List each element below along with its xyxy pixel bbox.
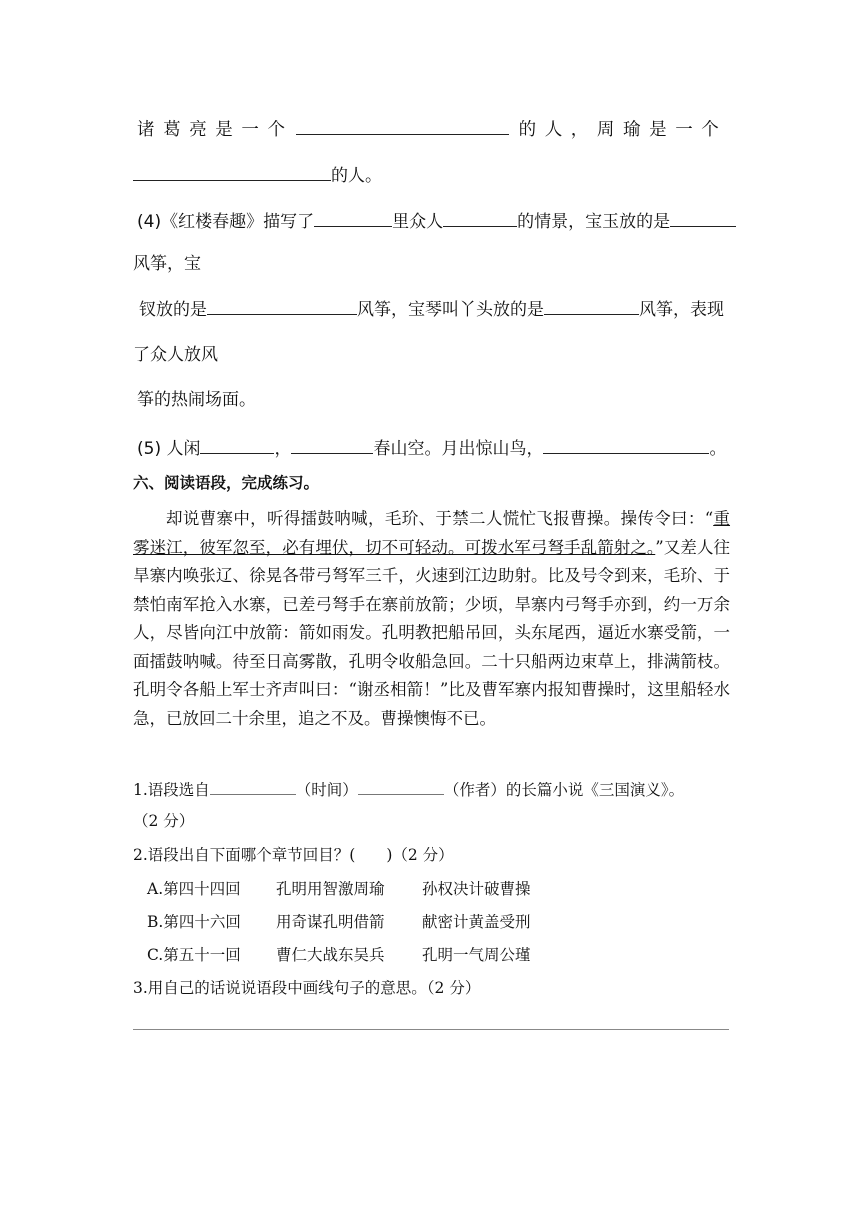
- answer-blank[interactable]: [133, 163, 331, 181]
- option-title-1: 用奇谋孔明借箭: [276, 913, 385, 931]
- answer-blank[interactable]: [314, 209, 392, 227]
- question-4-line-1: [137, 209, 736, 233]
- text-segment: ，: [274, 439, 292, 459]
- question-4-line-4: [133, 344, 218, 366]
- question-4-line-5: [137, 389, 256, 411]
- answer-blank[interactable]: [296, 117, 509, 135]
- passage-text: ”又差人往旱寨内唤张辽、徐晃各带弓弩军三千，火速到江边助射。比及号令到来，毛玠、于禁怕南军抢入水寨，已差弓弩手在寨前放箭；少顷，旱寨内弓弩手亦到，约一万余人，尽皆向江中放箭：箭如雨发。孔明教把船吊回，头东尾西，逼近水寨受箭，一面擂鼓呐喊。待至日高雾散，孔明令收船急回。二十只船两边束草上，排满箭枝。孔明令各船上军士齐声叫曰：“谢丞相箭！”比及曹军寨内报知曹操时，这里船轻水急，已放回二十余里，追之不及。曹操懊悔不已。: [133, 537, 730, 728]
- text-segment: 里众人: [392, 212, 444, 232]
- text-segment: 筝的热闹场面。: [137, 390, 256, 410]
- fill-in-line-zhuge-zhouyu: [137, 117, 727, 141]
- option-label: C.第五十一回: [147, 946, 241, 964]
- question-5-line: [137, 436, 726, 460]
- option-title-2: 孙权决计破曹操: [422, 880, 531, 898]
- text-segment: (4)《红楼春趣》描写了: [137, 212, 315, 232]
- question-4-line-3: [139, 297, 724, 321]
- text-segment: 。: [709, 439, 727, 459]
- answer-blank[interactable]: [670, 209, 736, 227]
- text-segment: 1.语段选自: [133, 781, 210, 799]
- option-title-2: 孔明一气周公瑾: [422, 946, 531, 964]
- question-4-line-2: [133, 253, 201, 275]
- text-segment: （时间）: [295, 781, 358, 799]
- answer-blank[interactable]: [543, 436, 709, 454]
- reading-passage: [133, 505, 730, 733]
- answer-blank[interactable]: [358, 777, 444, 795]
- option-a[interactable]: [147, 878, 531, 900]
- text-segment: （作者）的长篇小说《三国演义》。: [443, 781, 685, 799]
- text-segment: 了众人放风: [133, 345, 218, 365]
- answer-blank[interactable]: [443, 209, 517, 227]
- text-segment: 诸葛亮是一个: [137, 120, 294, 140]
- option-label: B.第四十六回: [147, 913, 241, 931]
- text-segment: 钗放的是: [139, 300, 207, 320]
- option-title-2: 献密计黄盖受刑: [422, 913, 531, 931]
- answer-blank[interactable]: [291, 436, 373, 454]
- answer-blank[interactable]: [200, 436, 274, 454]
- text-segment: 风筝，表现: [639, 300, 724, 320]
- option-title-1: 孔明用智激周瑜: [276, 880, 385, 898]
- reading-question-2: 2.语段出自下面哪个章节回目？( )（2 分）: [133, 846, 454, 864]
- text-segment: 的人，周瑜是一个: [518, 120, 728, 140]
- reading-question-1-score: （2 分）: [133, 812, 195, 830]
- option-label: A.第四十四回: [147, 880, 241, 898]
- answer-line[interactable]: [133, 1029, 729, 1030]
- text-segment: 风筝，宝琴叫丫头放的是: [357, 300, 544, 320]
- answer-blank[interactable]: [207, 297, 357, 315]
- reading-question-1: [133, 777, 684, 801]
- fill-in-line-zhouyu-end: [133, 163, 382, 187]
- passage-text: 却说曹寨中，听得擂鼓呐喊，毛玠、于禁二人慌忙飞报曹操。操传令曰：“: [166, 509, 714, 528]
- text-segment: 的情景，宝玉放的是: [517, 212, 671, 232]
- text-segment: (5) 人闲: [137, 439, 201, 459]
- option-b[interactable]: [147, 911, 531, 933]
- text-segment: 风筝，宝: [133, 254, 201, 274]
- text-segment: 春山空。月出惊山鸟，: [373, 439, 544, 459]
- option-title-1: 曹仁大战东吴兵: [276, 946, 385, 964]
- text-segment: 的人。: [331, 166, 382, 186]
- underlined-sentence: 重雾迷江，彼军忽至，必有埋伏，切不可轻动。可拨水军弓弩手乱箭射之。: [133, 509, 731, 557]
- section-6-title: 六、阅读语段，完成练习。: [133, 474, 320, 492]
- reading-question-3: 3.用自己的话说说语段中画线句子的意思。（2 分）: [133, 979, 481, 997]
- option-c[interactable]: [147, 944, 531, 966]
- answer-blank[interactable]: [544, 297, 639, 315]
- answer-blank[interactable]: [210, 777, 296, 795]
